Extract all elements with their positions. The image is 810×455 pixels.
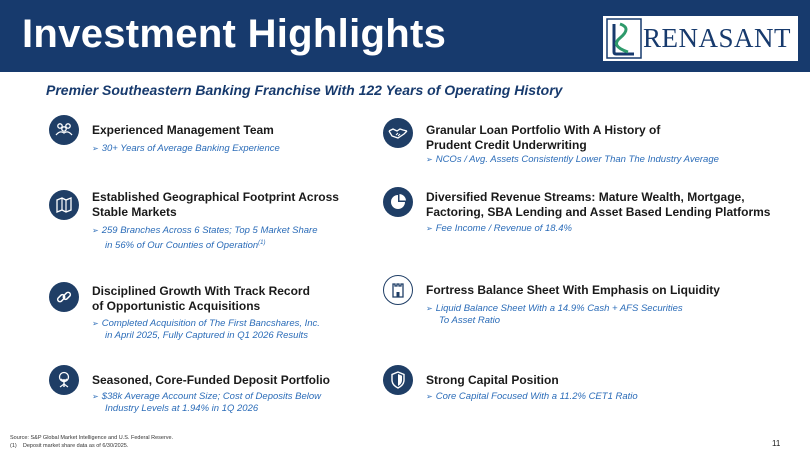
item-title: Experienced Management Team	[92, 123, 274, 137]
link-icon	[49, 282, 79, 312]
arrow-bullet-icon: ➢	[426, 304, 433, 313]
renasant-logo-mark-icon	[606, 18, 642, 59]
map-icon	[49, 190, 79, 220]
item-bullet: ➢ Fee Income / Revenue of 18.4%	[426, 223, 572, 234]
item-bullet: ➢ Core Capital Focused With a 11.2% CET1 Ratio	[426, 391, 638, 402]
arrow-bullet-icon: ➢	[92, 144, 99, 153]
arrow-bullet-icon: ➢	[426, 392, 433, 401]
renasant-logo	[603, 16, 798, 61]
tree-icon	[49, 365, 79, 395]
source-note: Source: S&P Global Market Intelligence and U.S. Federal Reserve.	[10, 435, 174, 441]
item-bullet: ➢ NCOs / Avg. Assets Consistently Lower Than The Industry Average	[426, 154, 719, 165]
header-bar	[0, 0, 810, 72]
arrow-bullet-icon: ➢	[92, 226, 99, 235]
shield-icon	[383, 365, 413, 395]
handshake-icon	[383, 118, 413, 148]
item-title: Established Geographical Footprint Across Stable Markets	[92, 190, 339, 219]
item-title: Granular Loan Portfolio With A History of Prudent Credit Underwriting	[426, 123, 661, 152]
item-title: Fortress Balance Sheet With Emphasis on Liquidity	[426, 283, 720, 297]
page-number: 11	[772, 439, 781, 448]
item-bullet: ➢ Liquid Balance Sheet With a 14.9% Cash + AFS Securities To Asset Ratio	[426, 303, 683, 326]
arrow-bullet-icon: ➢	[92, 392, 99, 401]
page-subtitle: Premier Southeastern Banking Franchise With 122 Years of Operating History	[46, 82, 563, 98]
item-bullet: ➢ $38k Average Account Size; Cost of Deposits Below Industry Levels at 1.94% in 1Q 2026	[92, 391, 322, 414]
team-icon	[49, 115, 79, 145]
item-title: Seasoned, Core-Funded Deposit Portfolio	[92, 373, 331, 387]
item-bullet: ➢ 259 Branches Across 6 States; Top 5 Market Share in 56% of Our Counties of Operation$^{(1)}$	[92, 225, 318, 252]
arrow-bullet-icon: ➢	[426, 224, 433, 233]
item-bullet: ➢ Completed Acquisition of The First Bancshares, Inc. in April 2025, Fully Captured in Q1 2026 Results	[92, 318, 320, 341]
pie-chart-icon	[383, 187, 413, 217]
item-bullet: ➢ 30+ Years of Average Banking Experience	[92, 143, 280, 154]
page-title: Investment Highlights	[22, 12, 447, 56]
fortress-icon	[383, 275, 413, 305]
logo-text: RENASANT	[643, 23, 792, 53]
item-title: Disciplined Growth With Track Record of Opportunistic Acquisitions	[92, 284, 310, 313]
arrow-bullet-icon: ➢	[426, 155, 433, 164]
item-title: Diversified Revenue Streams: Mature Wealth, Mortgage, Factoring, SBA Lending and Asset Based Lending Platforms	[426, 190, 771, 219]
footnote-1: (1) Deposit market share data as of 6/30/2025.	[10, 443, 129, 449]
item-title: Strong Capital Position	[426, 373, 559, 387]
arrow-bullet-icon: ➢	[92, 319, 99, 328]
